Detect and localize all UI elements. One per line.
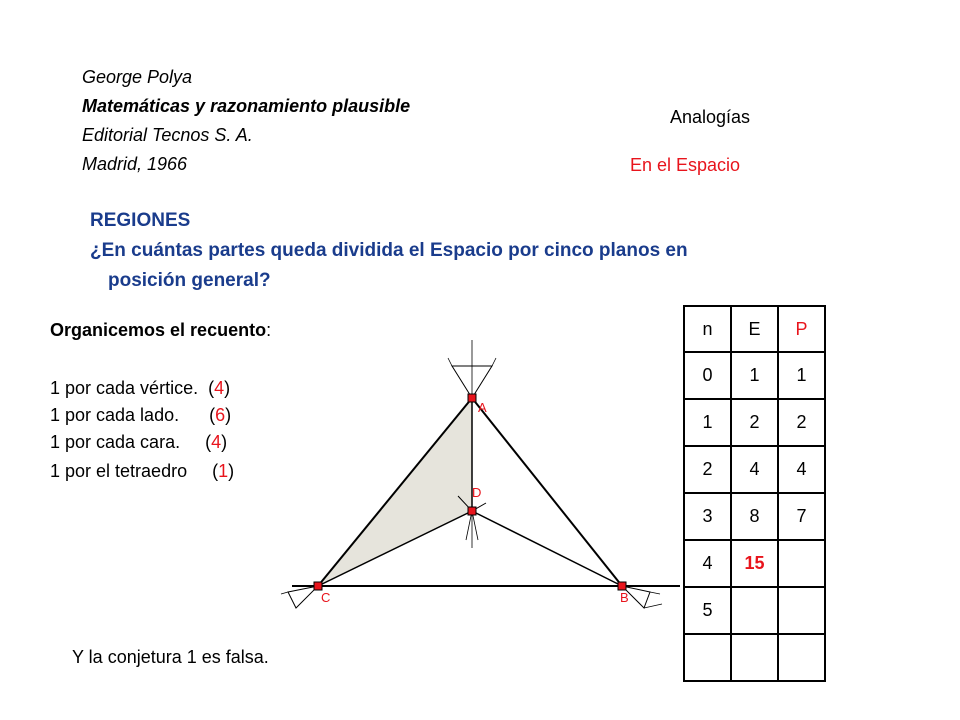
table-row (684, 399, 825, 446)
vertex-label-a: A (478, 400, 487, 415)
table-cell: 5 (684, 587, 731, 634)
table-cell (731, 634, 778, 681)
count-item-label: 1 por el tetraedro (50, 461, 188, 481)
table-cell: 1 (684, 399, 731, 446)
table-row (684, 493, 825, 540)
count-item-value: 6 (215, 405, 226, 425)
count-item: 1 por cada cara. (4) (50, 432, 228, 452)
count-item: 1 por el tetraedro (1) (50, 461, 235, 481)
reference-author: George Polya (82, 67, 193, 87)
edge-bd (472, 511, 622, 586)
table-row (684, 634, 825, 681)
count-item-value: 4 (214, 378, 225, 398)
table-cell: 4 (684, 540, 731, 587)
count-item-value: 4 (211, 432, 222, 452)
extension-line (492, 358, 496, 366)
table-cell: 1 (778, 352, 825, 399)
table-cell: 4 (731, 446, 778, 493)
topic-title: Analogías (670, 107, 751, 127)
extension-line (448, 358, 452, 366)
extension-line (281, 592, 288, 594)
vertex-marker-b (618, 582, 626, 590)
vertex-label-b: B (620, 590, 629, 605)
regions-table (683, 305, 826, 682)
table-header-p: P (778, 306, 825, 352)
table-cell: 1 (731, 352, 778, 399)
extension-line (644, 604, 662, 608)
vertex-label-d: D (472, 485, 482, 500)
problem-question-line2: posición general? (108, 270, 271, 291)
reference-publisher: Editorial Tecnos S. A. (82, 125, 253, 145)
edge-ab (472, 398, 622, 586)
table-header-n: n (684, 306, 731, 352)
count-item-value: 1 (218, 461, 229, 481)
vertex-marker-a (468, 394, 476, 402)
conclusion-text: Y la conjetura 1 es falsa. (72, 647, 269, 667)
table-cell (778, 540, 825, 587)
reference-place-year: Madrid, 1966 (82, 154, 188, 174)
problem-heading: REGIONES (90, 210, 191, 231)
table-cell (778, 634, 825, 681)
table-cell: 0 (684, 352, 731, 399)
problem-question-line1: ¿En cuántas partes queda dividida el Espacio por cinco planos en (90, 240, 688, 261)
vertex-marker-c (314, 582, 322, 590)
count-item: 1 por cada lado. (6) (50, 405, 232, 425)
table-cell: 4 (778, 446, 825, 493)
extension-line (650, 592, 660, 594)
table-row (684, 352, 825, 399)
table-cell (778, 587, 825, 634)
count-item: 1 por cada vértice. (4) (50, 378, 231, 398)
vertex-marker-d (468, 507, 476, 515)
topic-subtitle: En el Espacio (630, 155, 741, 175)
table-cell-highlight: 15 (731, 540, 778, 587)
count-item-label: 1 por cada lado. (50, 405, 180, 425)
count-item-label: 1 por cada cara. (50, 432, 181, 452)
reference-title: Matemáticas y razonamiento plausible (82, 96, 411, 116)
table-cell (731, 587, 778, 634)
table-cell: 7 (778, 493, 825, 540)
table-cell: 3 (684, 493, 731, 540)
count-heading-text: Organicemos el recuento (50, 320, 267, 340)
vertex-label-c: C (321, 590, 331, 605)
table-cell: 2 (778, 399, 825, 446)
table-header-row (684, 306, 825, 352)
table-cell: 2 (731, 399, 778, 446)
table-cell (684, 634, 731, 681)
count-item-label: 1 por cada vértice. (50, 378, 199, 398)
table-cell: 8 (731, 493, 778, 540)
table-row (684, 540, 825, 587)
table-cell: 2 (684, 446, 731, 493)
table-header-e: E (731, 306, 778, 352)
table-row (684, 587, 825, 634)
count-heading-colon: : (266, 320, 272, 340)
table-row (684, 446, 825, 493)
